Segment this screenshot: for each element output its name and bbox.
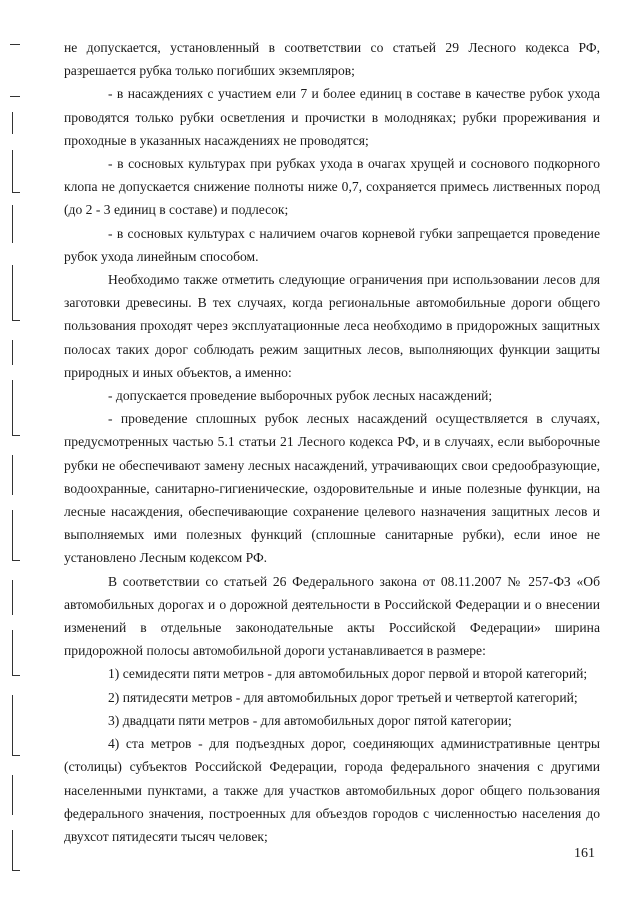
- paragraph: В соответствии со статьей 26 Федерального закона от 08.11.2007 № 257-ФЗ «Об автомобильных дорогах и о дорожной деятельности в Российской Федерации и о внесении изменений в отдельные законодательные акты Российской Федерации» ширина придорожной полосы автомобильной дороги устанавливается в размере:: [64, 573, 600, 659]
- paragraph: - допускается проведение выборочных рубок лесных насаждений;: [108, 388, 493, 404]
- paragraph: - проведение сплошных рубок лесных насаждений осуществляется в случаях, предусмотренных частью 5.1 статьи 21 Лесного кодекса РФ, и в случаях, если выборочные рубки не обеспечивают замену лесных насаждений, утрачивающих свои средообразующие, водоохранные, санитарно-гигиенические, оздоровительные и иные полезные функции, на лесные насаждения, обеспечивающие сохранение целевого назначения защитных лесов и выполняемых ими полезных функций (сплошные санитарные рубки), если иное не установлено Лесным кодексом РФ.: [64, 411, 600, 566]
- paragraph: - в сосновых культурах при рубках ухода в очагах хрущей и соснового подкорного клопа не допускается снижение полноты ниже 0,7, сохраняется примесь лиственных пород (до 2 - 3 единиц в составе) и подлесок;: [64, 156, 600, 218]
- binding-mark: [12, 830, 13, 870]
- binding-mark: [12, 510, 13, 560]
- paragraph: Необходимо также отметить следующие ограничения при использовании лесов для заготовки древесины. В тех случаях, когда региональные автомобильные дороги общего пользования проходят через эксплуатационные леса необходимо в придорожных защитных полосах таких дорог соблюдать режим защитных лесов, выполняющих функции защиты природных и иных объектов, а именно:: [64, 272, 600, 380]
- binding-mark: [12, 580, 13, 615]
- binding-mark: [12, 775, 13, 815]
- binding-mark: [12, 695, 13, 755]
- binding-marks: [0, 0, 40, 905]
- list-item: 2) пятидесяти метров - для автомобильных дорог третьей и четвертой категорий;: [108, 689, 578, 705]
- binding-mark: [12, 205, 13, 243]
- document-body: [64, 36, 600, 848]
- binding-mark: [12, 435, 20, 436]
- paragraph: - в сосновых культурах с наличием очагов корневой губки запрещается проведение рубок ухода линейным способом.: [64, 225, 600, 264]
- binding-mark: [12, 755, 20, 756]
- binding-mark: [12, 192, 20, 193]
- page-number: 161: [574, 846, 595, 861]
- binding-mark: [12, 630, 13, 675]
- paragraph: не допускается, установленный в соответствии со статьей 29 Лесного кодекса РФ, разрешается рубка только погибших экземпляров;: [64, 40, 600, 79]
- binding-mark: [12, 265, 13, 320]
- binding-mark: [12, 675, 20, 676]
- binding-mark: [12, 560, 20, 561]
- binding-mark: [10, 96, 20, 97]
- binding-mark: [12, 380, 13, 435]
- list-item: 4) ста метров - для подъездных дорог, соединяющих административные центры (столицы) субъектов Российской Федерации, города федерального значения с другими населенными пунктами, а также для участков автомобильных дорог общего пользования федерального значения, построенных для объездов городов с численностью населения до двухсот пятидесяти тысяч человек;: [64, 736, 600, 844]
- binding-mark: [12, 150, 13, 192]
- binding-mark: [12, 340, 13, 365]
- binding-mark: [12, 870, 20, 871]
- list-item: 3) двадцати пяти метров - для автомобильных дорог пятой категории;: [108, 712, 512, 728]
- binding-mark: [12, 320, 20, 321]
- binding-mark: [12, 455, 13, 495]
- binding-mark: [12, 112, 13, 134]
- binding-mark: [10, 44, 20, 45]
- list-item: 1) семидесяти пяти метров - для автомобильных дорог первой и второй категорий;: [108, 666, 588, 682]
- paragraph: - в насаждениях с участием ели 7 и более единиц в составе в качестве рубок ухода проводятся только рубки осветления и прочистки в молодняках; рубки прореживания и проходные в указанных насаждениях не проводятся;: [64, 86, 600, 148]
